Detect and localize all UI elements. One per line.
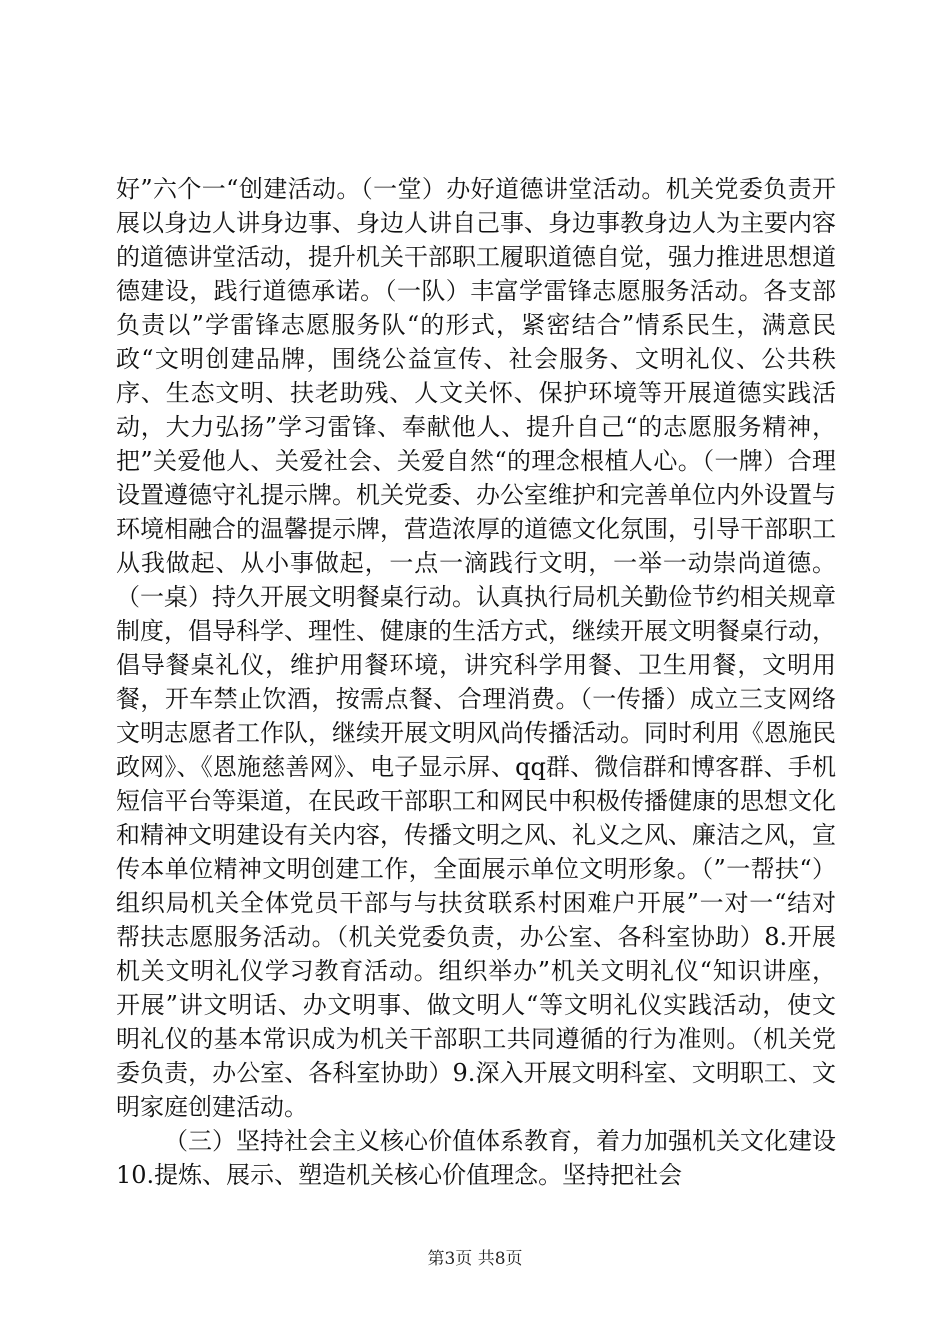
document-body [116, 172, 836, 1192]
body-paragraph-2: （三）坚持社会主义核心价值体系教育，着力加强机关文化建设10.提炼、展示、塑造机关核心价值理念。坚持把社会 [116, 1127, 836, 1189]
page-number-footer: 第3页 共8页 [427, 1249, 523, 1269]
body-paragraph-1: 好”六个一“创建活动。（一堂）办好道德讲堂活动。机关党委负责开展以身边人讲身边事、身边人讲自己事、身边事教身边人为主要内容的道德讲堂活动，提升机关干部职工履职道德自觉，强力推进思想道德建设，践行道德承诺。（一队）丰富学雷锋志愿服务活动。各支部负责以”学雷锋志愿服务队“的形式，紧密结合”情系民生，满意民政“文明创建品牌，围绕公益宣传、社会服务、文明礼仪、公共秩序、生态文明、扶老助残、人文关怀、保护环境等开展道德实践活动，大力弘扬”学习雷锋、奉献他人、提升自己“的志愿服务精神，把”关爱他人、关爱社会、关爱自然“的理念根植人心。（一牌）合理设置遵德守礼提示牌。机关党委、办公室维护和完善单位内外设置与环境相融合的温馨提示牌，营造浓厚的道德文化氛围，引导干部职工从我做起、从小事做起，一点一滴践行文明，一举一动崇尚道德。（一桌）持久开展文明餐桌行动。认真执行局机关勤俭节约相关规章制度，倡导科学、理性、健康的生活方式，继续开展文明餐桌行动，倡导餐桌礼仪，维护用餐环境，讲究科学用餐、卫生用餐，文明用餐，开车禁止饮酒，按需点餐、合理消费。（一传播）成立三支网络文明志愿者工作队，继续开展文明风尚传播活动。同时利用《恩施民政网》、《恩施慈善网》、电子显示屏、qq群、微信群和博客群、手机短信平台等渠道，在民政干部职工和网民中积极传播健康的思想文化和精神文明建设有关内容，传播文明之风、礼义之风、廉洁之风，宣传本单位精神文明创建工作，全面展示单位文明形象。（”一帮扶“）组织局机关全体党员干部与与扶贫联系村困难户开展”一对一“结对帮扶志愿服务活动。（机关党委负责，办公室、各科室协助）8.开展机关文明礼仪学习教育活动。组织举办”机关文明礼仪“知识讲座，开展”讲文明话、办文明事、做文明人“等文明礼仪实践活动，使文明礼仪的基本常识成为机关干部职工共同遵循的行为准则。（机关党委负责，办公室、各科室协助）9.深入开展文明科室、文明职工、文明家庭创建活动。 [116, 175, 836, 1121]
